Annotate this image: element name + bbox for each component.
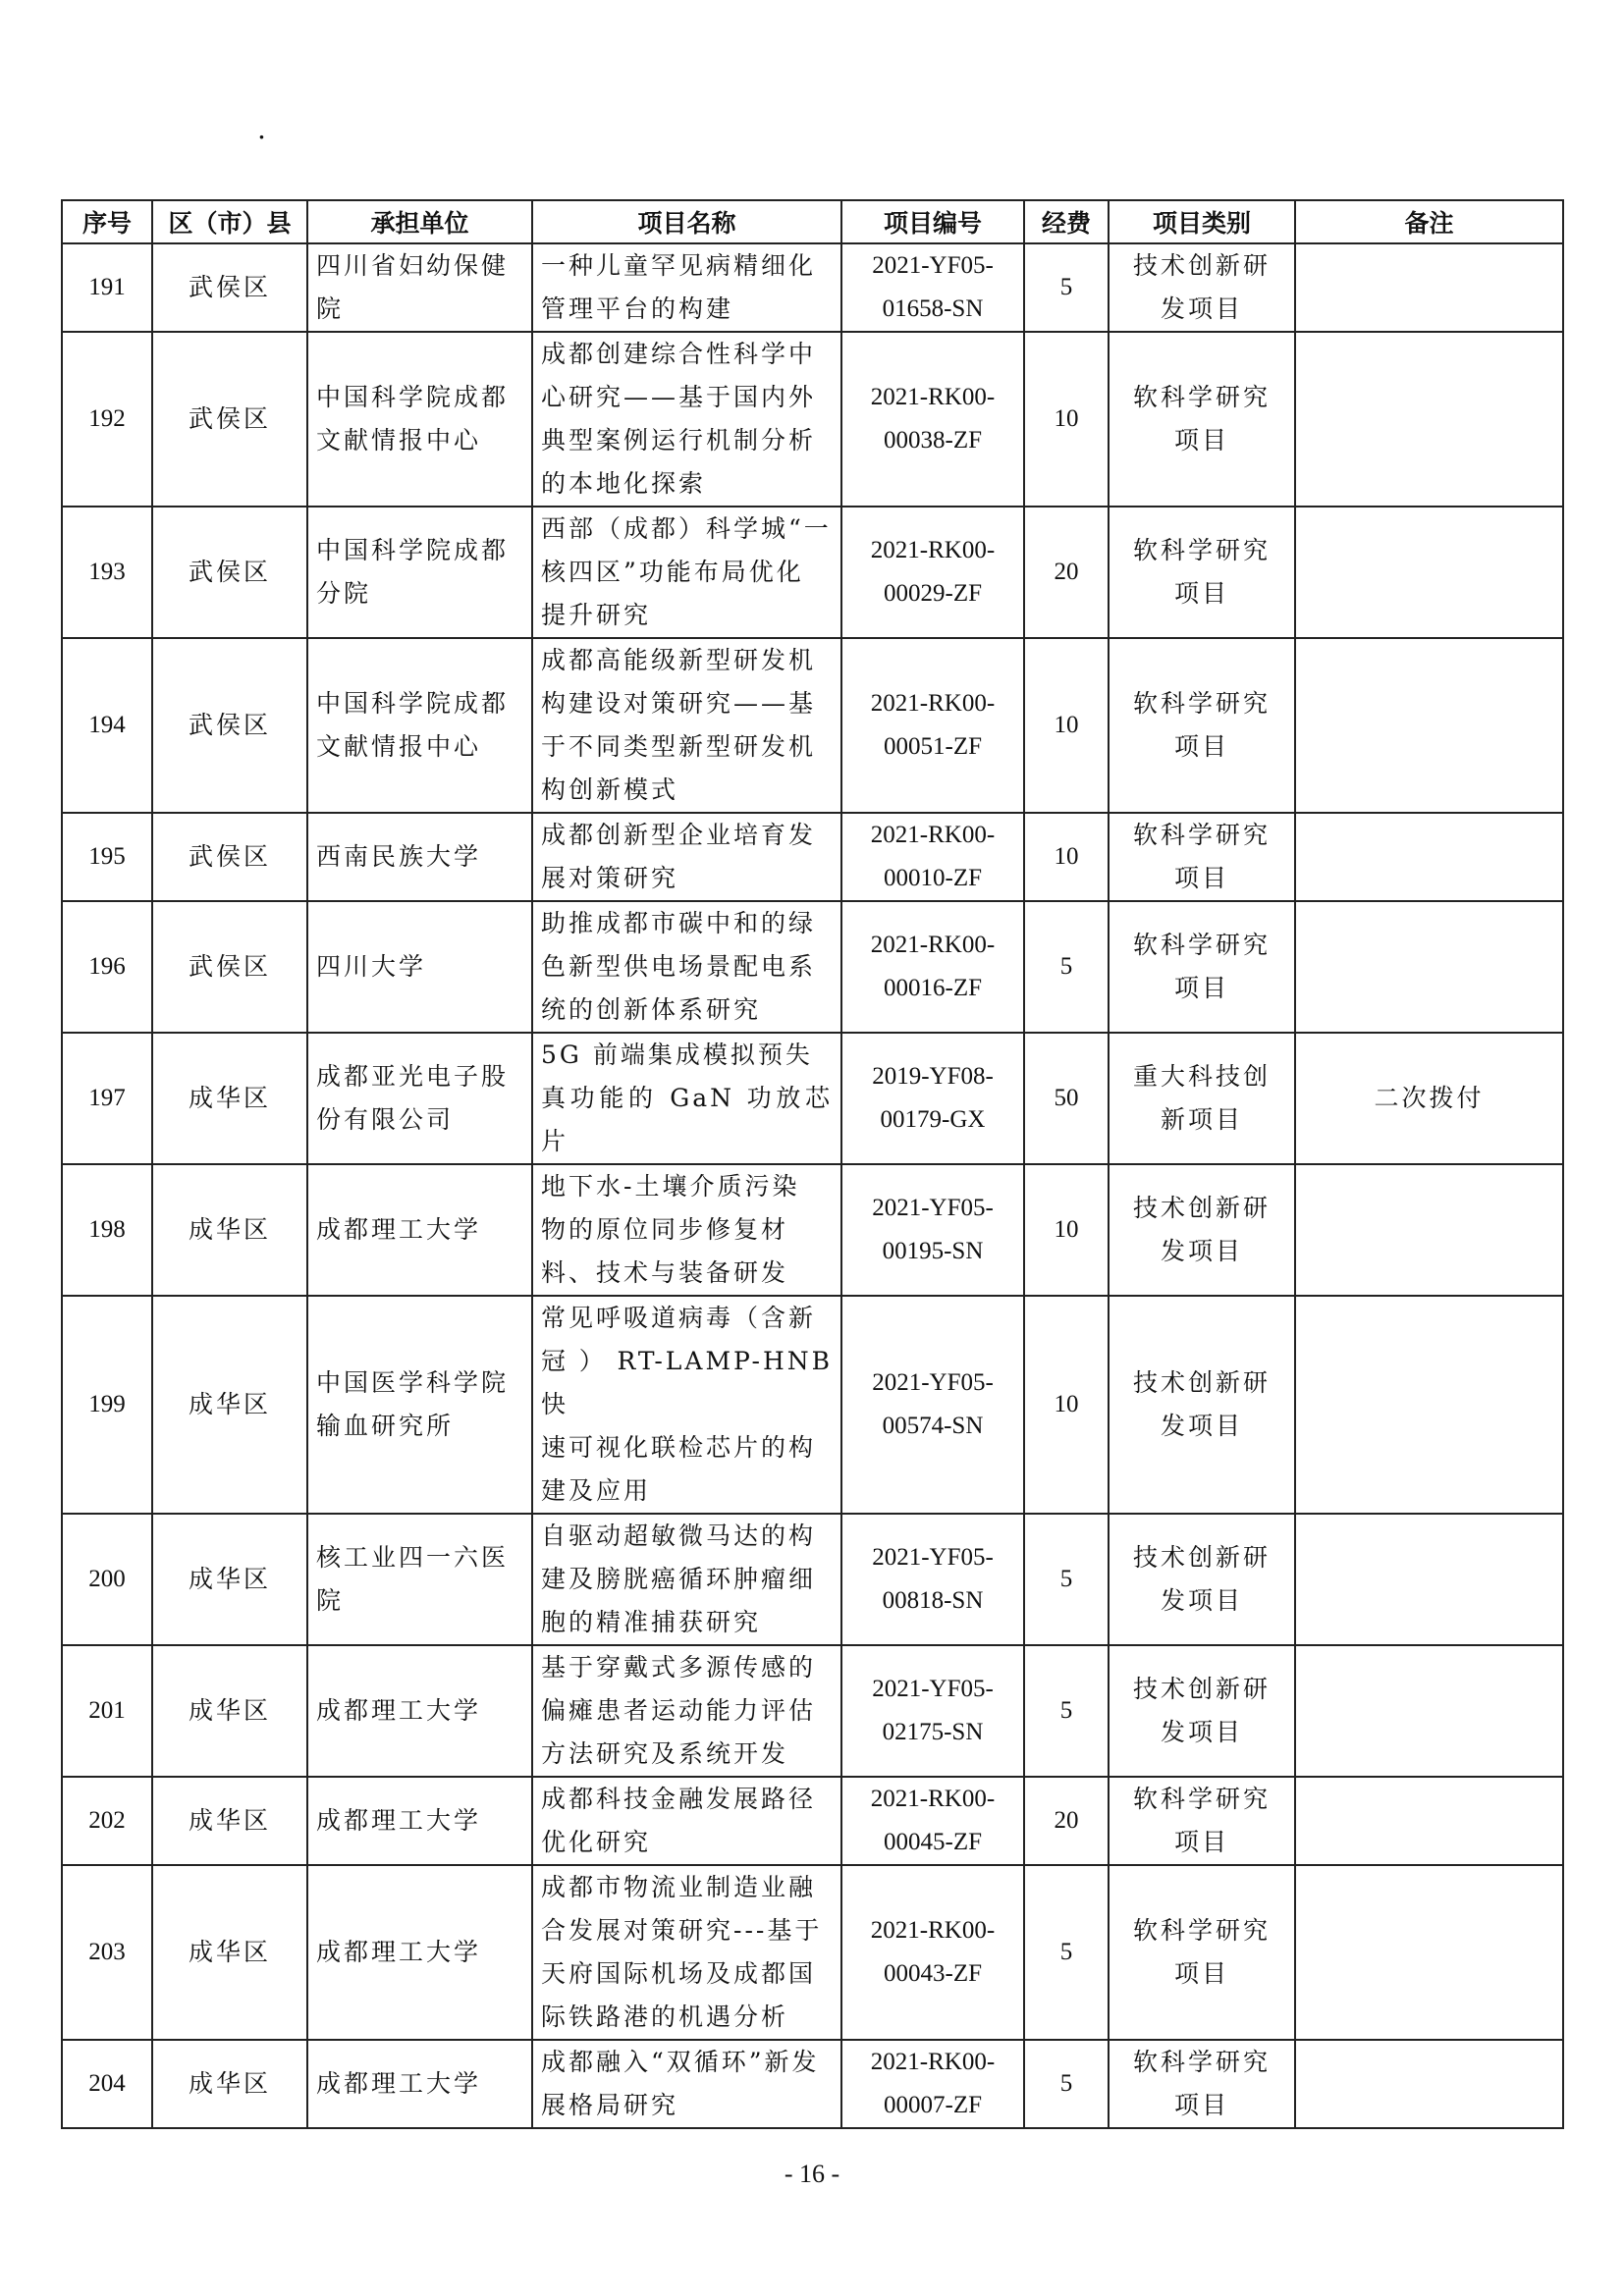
cell-category-line: 发项目 (1160, 294, 1243, 323)
cell-unit-line: 核工业四一六医 (316, 1543, 510, 1572)
cell-no: 201 (62, 1645, 152, 1777)
cell-district: 成华区 (152, 1777, 307, 1865)
cell-project-code-line: 00016-ZF (884, 975, 982, 1001)
cell-note (1295, 1164, 1563, 1296)
cell-project-code-line: 2021-RK00- (870, 537, 996, 563)
cell-category-line: 发项目 (1160, 1237, 1243, 1265)
cell-project-code-line: 01658-SN (882, 295, 984, 322)
cell-category-line: 软科学研究 (1132, 821, 1271, 849)
cell-project-code-line: 2021-RK00- (870, 384, 996, 410)
cell-fund: 5 (1024, 2040, 1109, 2128)
cell-note (1295, 332, 1563, 507)
cell-district: 成华区 (152, 1514, 307, 1645)
cell-note (1295, 1777, 1563, 1865)
cell-project-code (841, 901, 1024, 1033)
cell-unit-line: 成都理工大学 (316, 2069, 482, 2098)
cell-category (1109, 2040, 1295, 2128)
cell-note (1295, 507, 1563, 638)
cell-district: 武侯区 (152, 638, 307, 813)
cell-category-line: 项目 (1173, 2091, 1229, 2119)
cell-project-name-line: 于不同类型新型研发机 (541, 732, 817, 761)
cell-project-code (841, 243, 1024, 332)
cell-unit (307, 1296, 532, 1514)
cell-project-name-line: 成都高能级新型研发机 (541, 646, 817, 674)
cell-note (1295, 1645, 1563, 1777)
cell-category-line: 项目 (1173, 579, 1229, 608)
cell-project-code-line: 2021-RK00- (870, 690, 996, 717)
cell-fund: 10 (1024, 638, 1109, 813)
cell-project-name-line: 西部（成都）科学城“一 (541, 514, 832, 543)
cell-project-name-line: 成都融入“双循环”新发 (541, 2048, 820, 2076)
cell-unit (307, 332, 532, 507)
cell-unit (307, 901, 532, 1033)
cell-unit (307, 1777, 532, 1865)
cell-project-code-line: 00043-ZF (884, 1960, 982, 1987)
cell-category-line: 技术创新研 (1132, 1675, 1271, 1703)
cell-project-name-line: 展对策研究 (541, 864, 679, 892)
table-header-row (62, 200, 1563, 243)
table-row (62, 1296, 1563, 1514)
cell-unit-line: 中国科学院成都 (316, 383, 510, 411)
cell-unit (307, 507, 532, 638)
table-row (62, 638, 1563, 813)
table-row (62, 813, 1563, 901)
cell-project-name (532, 332, 841, 507)
cell-project-name (532, 1164, 841, 1296)
cell-project-code-line: 00051-ZF (884, 733, 982, 760)
cell-project-name-line: 提升研究 (541, 601, 652, 629)
cell-category (1109, 1514, 1295, 1645)
cell-project-code-line: 2021-RK00- (870, 932, 996, 958)
cell-project-name-line: 冠）RT-LAMP-HNB 快 (541, 1347, 833, 1418)
cell-category (1109, 1645, 1295, 1777)
cell-project-name-line: 际铁路港的机遇分析 (541, 2002, 789, 2031)
cell-project-name-line: 构创新模式 (541, 775, 679, 804)
cell-project-code-line: 2021-YF05- (872, 1369, 994, 1396)
cell-project-code-line: 00007-ZF (884, 2092, 982, 2118)
cell-project-code (841, 1033, 1024, 1164)
cell-category (1109, 1296, 1295, 1514)
cell-no: 202 (62, 1777, 152, 1865)
cell-project-code-line: 2021-RK00- (870, 2049, 996, 2075)
cell-category-line: 发项目 (1160, 1412, 1243, 1440)
cell-category (1109, 1033, 1295, 1164)
cell-project-code (841, 1514, 1024, 1645)
table-row (62, 1514, 1563, 1645)
cell-unit-line: 份有限公司 (316, 1105, 455, 1134)
cell-fund: 5 (1024, 901, 1109, 1033)
cell-unit-line: 院 (316, 1586, 345, 1615)
project-table (61, 199, 1564, 2129)
cell-category-line: 软科学研究 (1132, 2048, 1271, 2076)
cell-unit-line: 院 (316, 294, 345, 323)
cell-project-name (532, 507, 841, 638)
cell-project-name-line: 成都创新型企业培育发 (541, 821, 817, 849)
cell-category-line: 软科学研究 (1132, 1916, 1271, 1945)
cell-category-line: 项目 (1173, 732, 1229, 761)
cell-category (1109, 901, 1295, 1033)
cell-category-line: 技术创新研 (1132, 251, 1271, 280)
cell-district: 武侯区 (152, 901, 307, 1033)
cell-project-name (532, 813, 841, 901)
header-project-name: 项目名称 (532, 200, 841, 243)
cell-project-name-line: 成都市物流业制造业融 (541, 1873, 817, 1901)
cell-no: 203 (62, 1865, 152, 2040)
cell-category (1109, 1777, 1295, 1865)
cell-fund: 10 (1024, 1296, 1109, 1514)
cell-project-code-line: 2021-RK00- (870, 1786, 996, 1812)
header-fund: 经费 (1024, 200, 1109, 243)
cell-category-line: 发项目 (1160, 1718, 1243, 1746)
cell-category (1109, 243, 1295, 332)
cell-fund: 5 (1024, 1514, 1109, 1645)
cell-note: 二次拨付 (1295, 1033, 1563, 1164)
cell-unit-line: 输血研究所 (316, 1412, 455, 1440)
cell-unit-line: 中国科学院成都 (316, 536, 510, 564)
cell-fund: 5 (1024, 1645, 1109, 1777)
cell-category-line: 技术创新研 (1132, 1194, 1271, 1222)
cell-note (1295, 2040, 1563, 2128)
cell-district: 成华区 (152, 1296, 307, 1514)
cell-note (1295, 813, 1563, 901)
cell-unit (307, 1514, 532, 1645)
cell-fund: 5 (1024, 243, 1109, 332)
cell-district: 武侯区 (152, 243, 307, 332)
cell-district: 武侯区 (152, 332, 307, 507)
cell-fund: 20 (1024, 1777, 1109, 1865)
cell-project-code-line: 00029-ZF (884, 580, 982, 607)
cell-category-line: 技术创新研 (1132, 1368, 1271, 1397)
cell-category-line: 发项目 (1160, 1586, 1243, 1615)
cell-project-name-line: 地下水-土壤介质污染 (541, 1172, 800, 1201)
cell-note (1295, 243, 1563, 332)
cell-unit-line: 成都理工大学 (316, 1215, 482, 1244)
cell-project-code-line: 00195-SN (882, 1238, 984, 1264)
page-number: - 16 - (784, 2160, 840, 2188)
cell-unit (307, 638, 532, 813)
cell-project-code-line: 00038-ZF (884, 427, 982, 454)
cell-project-name (532, 1296, 841, 1514)
table-row (62, 901, 1563, 1033)
cell-fund: 10 (1024, 813, 1109, 901)
cell-unit-line: 文献情报中心 (316, 426, 482, 454)
cell-no: 196 (62, 901, 152, 1033)
cell-project-name-line: 常见呼吸道病毒（含新 (541, 1304, 817, 1332)
cell-category-line: 重大科技创 (1132, 1062, 1271, 1091)
cell-project-name-line: 胞的精准捕获研究 (541, 1608, 762, 1636)
table-row (62, 1777, 1563, 1865)
cell-project-name (532, 901, 841, 1033)
cell-project-name-line: 展格局研究 (541, 2091, 679, 2119)
cell-project-name-line: 一种儿童罕见病精细化 (541, 251, 817, 280)
cell-no: 191 (62, 243, 152, 332)
cell-unit-line: 分院 (316, 579, 372, 608)
cell-project-name-line: 的本地化探索 (541, 469, 707, 498)
header-no: 序号 (62, 200, 152, 243)
cell-project-name-line: 助推成都市碳中和的绿 (541, 909, 817, 937)
cell-project-name-line: 自驱动超敏微马达的构 (541, 1522, 817, 1550)
cell-project-code (841, 638, 1024, 813)
cell-project-code-line: 2021-YF05- (872, 1676, 994, 1702)
cell-no: 200 (62, 1514, 152, 1645)
cell-unit (307, 1865, 532, 2040)
cell-project-name-line: 管理平台的构建 (541, 294, 734, 323)
cell-no: 194 (62, 638, 152, 813)
cell-no: 198 (62, 1164, 152, 1296)
cell-unit (307, 1164, 532, 1296)
cell-no: 195 (62, 813, 152, 901)
cell-project-code (841, 1865, 1024, 2040)
cell-project-name-line: 方法研究及系统开发 (541, 1739, 789, 1768)
cell-no: 199 (62, 1296, 152, 1514)
cell-project-name-line: 料、技术与装备研发 (541, 1258, 789, 1287)
cell-district: 武侯区 (152, 813, 307, 901)
cell-district: 成华区 (152, 2040, 307, 2128)
cell-category (1109, 332, 1295, 507)
cell-project-code-line: 2021-YF05- (872, 252, 994, 279)
header-note: 备注 (1295, 200, 1563, 243)
table-row (62, 1865, 1563, 2040)
cell-category (1109, 507, 1295, 638)
cell-project-name-line: 核四区”功能布局优化 (541, 558, 804, 586)
cell-district: 成华区 (152, 1033, 307, 1164)
cell-project-code (841, 1645, 1024, 1777)
cell-note (1295, 1296, 1563, 1514)
cell-unit-line: 成都理工大学 (316, 1938, 482, 1966)
table-row (62, 1033, 1563, 1164)
cell-project-name-line: 物的原位同步修复材 (541, 1215, 789, 1244)
cell-unit (307, 813, 532, 901)
cell-category-line: 软科学研究 (1132, 1785, 1271, 1813)
table-row (62, 1645, 1563, 1777)
table-row (62, 1164, 1563, 1296)
cell-note (1295, 1514, 1563, 1645)
cell-fund: 10 (1024, 332, 1109, 507)
cell-category-line: 技术创新研 (1132, 1543, 1271, 1572)
cell-project-name (532, 1865, 841, 2040)
cell-project-code (841, 1164, 1024, 1296)
cell-project-name-line: 成都科技金融发展路径 (541, 1785, 817, 1813)
header-category: 项目类别 (1109, 200, 1295, 243)
cell-project-name-line: 速可视化联检芯片的构 (541, 1433, 817, 1462)
cell-project-name (532, 1033, 841, 1164)
cell-project-code (841, 1296, 1024, 1514)
cell-unit (307, 1033, 532, 1164)
cell-project-code-line: 00179-GX (880, 1106, 986, 1133)
cell-district: 成华区 (152, 1865, 307, 2040)
cell-project-code (841, 507, 1024, 638)
cell-project-name-line: 统的创新体系研究 (541, 995, 762, 1024)
cell-category-line: 软科学研究 (1132, 383, 1271, 411)
cell-note (1295, 638, 1563, 813)
cell-project-name-line: 成都创建综合性科学中 (541, 340, 817, 368)
cell-unit (307, 1645, 532, 1777)
cell-project-name-line: 天府国际机场及成都国 (541, 1959, 817, 1988)
cell-project-code-line: 00818-SN (882, 1587, 984, 1614)
cell-district: 成华区 (152, 1645, 307, 1777)
cell-project-code (841, 2040, 1024, 2128)
cell-district: 成华区 (152, 1164, 307, 1296)
cell-project-code-line: 2019-YF08- (872, 1063, 994, 1090)
cell-project-name-line: 建及膀胱癌循环肿瘤细 (541, 1565, 817, 1593)
cell-project-name-line: 基于穿戴式多源传感的 (541, 1653, 817, 1682)
cell-fund: 10 (1024, 1164, 1109, 1296)
cell-unit-line: 文献情报中心 (316, 732, 482, 761)
cell-project-name-line: 色新型供电场景配电系 (541, 952, 817, 981)
cell-category (1109, 638, 1295, 813)
cell-project-name-line: 合发展对策研究---基于 (541, 1916, 823, 1945)
cell-no: 197 (62, 1033, 152, 1164)
cell-project-name-line: 偏瘫患者运动能力评估 (541, 1696, 817, 1725)
table-row (62, 507, 1563, 638)
cell-category-line: 项目 (1173, 1959, 1229, 1988)
table-row (62, 2040, 1563, 2128)
cell-note (1295, 901, 1563, 1033)
cell-project-code (841, 813, 1024, 901)
table-row (62, 332, 1563, 507)
cell-project-name-line: 建及应用 (541, 1476, 652, 1505)
cell-category-line: 软科学研究 (1132, 931, 1271, 959)
cell-unit-line: 成都理工大学 (316, 1806, 482, 1835)
cell-category-line: 新项目 (1160, 1105, 1243, 1134)
cell-unit-line: 中国医学科学院 (316, 1368, 510, 1397)
cell-project-code (841, 1777, 1024, 1865)
cell-project-code-line: 2021-YF05- (872, 1195, 994, 1221)
cell-project-code (841, 332, 1024, 507)
cell-note (1295, 1865, 1563, 2040)
cell-project-name-line: 构建设对策研究——基 (541, 689, 817, 718)
cell-fund: 5 (1024, 1865, 1109, 2040)
cell-district: 武侯区 (152, 507, 307, 638)
cell-project-name-line: 心研究——基于国内外 (541, 383, 817, 411)
cell-project-name-line: 优化研究 (541, 1828, 652, 1856)
cell-category-line: 项目 (1173, 426, 1229, 454)
cell-no: 192 (62, 332, 152, 507)
top-mark: . (257, 113, 266, 145)
cell-no: 193 (62, 507, 152, 638)
cell-project-name (532, 638, 841, 813)
cell-unit-line: 中国科学院成都 (316, 689, 510, 718)
cell-unit (307, 243, 532, 332)
cell-project-code-line: 00574-SN (882, 1413, 984, 1439)
cell-unit-line: 成都亚光电子股 (316, 1062, 510, 1091)
cell-unit-line: 四川省妇幼保健 (316, 251, 510, 280)
cell-project-name (532, 243, 841, 332)
cell-unit-line: 西南民族大学 (316, 842, 482, 871)
cell-fund: 50 (1024, 1033, 1109, 1164)
cell-category-line: 软科学研究 (1132, 536, 1271, 564)
cell-category-line: 软科学研究 (1132, 689, 1271, 718)
cell-project-code-line: 00045-ZF (884, 1829, 982, 1855)
cell-no: 204 (62, 2040, 152, 2128)
cell-project-name (532, 1645, 841, 1777)
header-project-code: 项目编号 (841, 200, 1024, 243)
cell-category-line: 项目 (1173, 1828, 1229, 1856)
cell-project-code-line: 2021-RK00- (870, 822, 996, 848)
cell-project-code-line: 00010-ZF (884, 865, 982, 891)
cell-fund: 20 (1024, 507, 1109, 638)
cell-category (1109, 1164, 1295, 1296)
cell-category-line: 项目 (1173, 974, 1229, 1002)
header-unit: 承担单位 (307, 200, 532, 243)
header-district: 区（市）县 (152, 200, 307, 243)
cell-project-name-line: 5G 前端集成模拟预失 (541, 1041, 813, 1069)
cell-unit (307, 2040, 532, 2128)
cell-project-name (532, 1514, 841, 1645)
cell-project-name (532, 2040, 841, 2128)
cell-category (1109, 1865, 1295, 2040)
cell-project-code-line: 2021-RK00- (870, 1917, 996, 1944)
cell-project-code-line: 02175-SN (882, 1719, 984, 1745)
cell-project-name (532, 1777, 841, 1865)
cell-unit-line: 成都理工大学 (316, 1696, 482, 1725)
cell-project-code-line: 2021-YF05- (872, 1544, 994, 1571)
cell-unit-line: 四川大学 (316, 952, 427, 981)
table-row (62, 243, 1563, 332)
cell-category (1109, 813, 1295, 901)
cell-project-name-line: 真功能的 GaN 功放芯片 (541, 1084, 833, 1155)
cell-category-line: 项目 (1173, 864, 1229, 892)
cell-project-name-line: 典型案例运行机制分析 (541, 426, 817, 454)
